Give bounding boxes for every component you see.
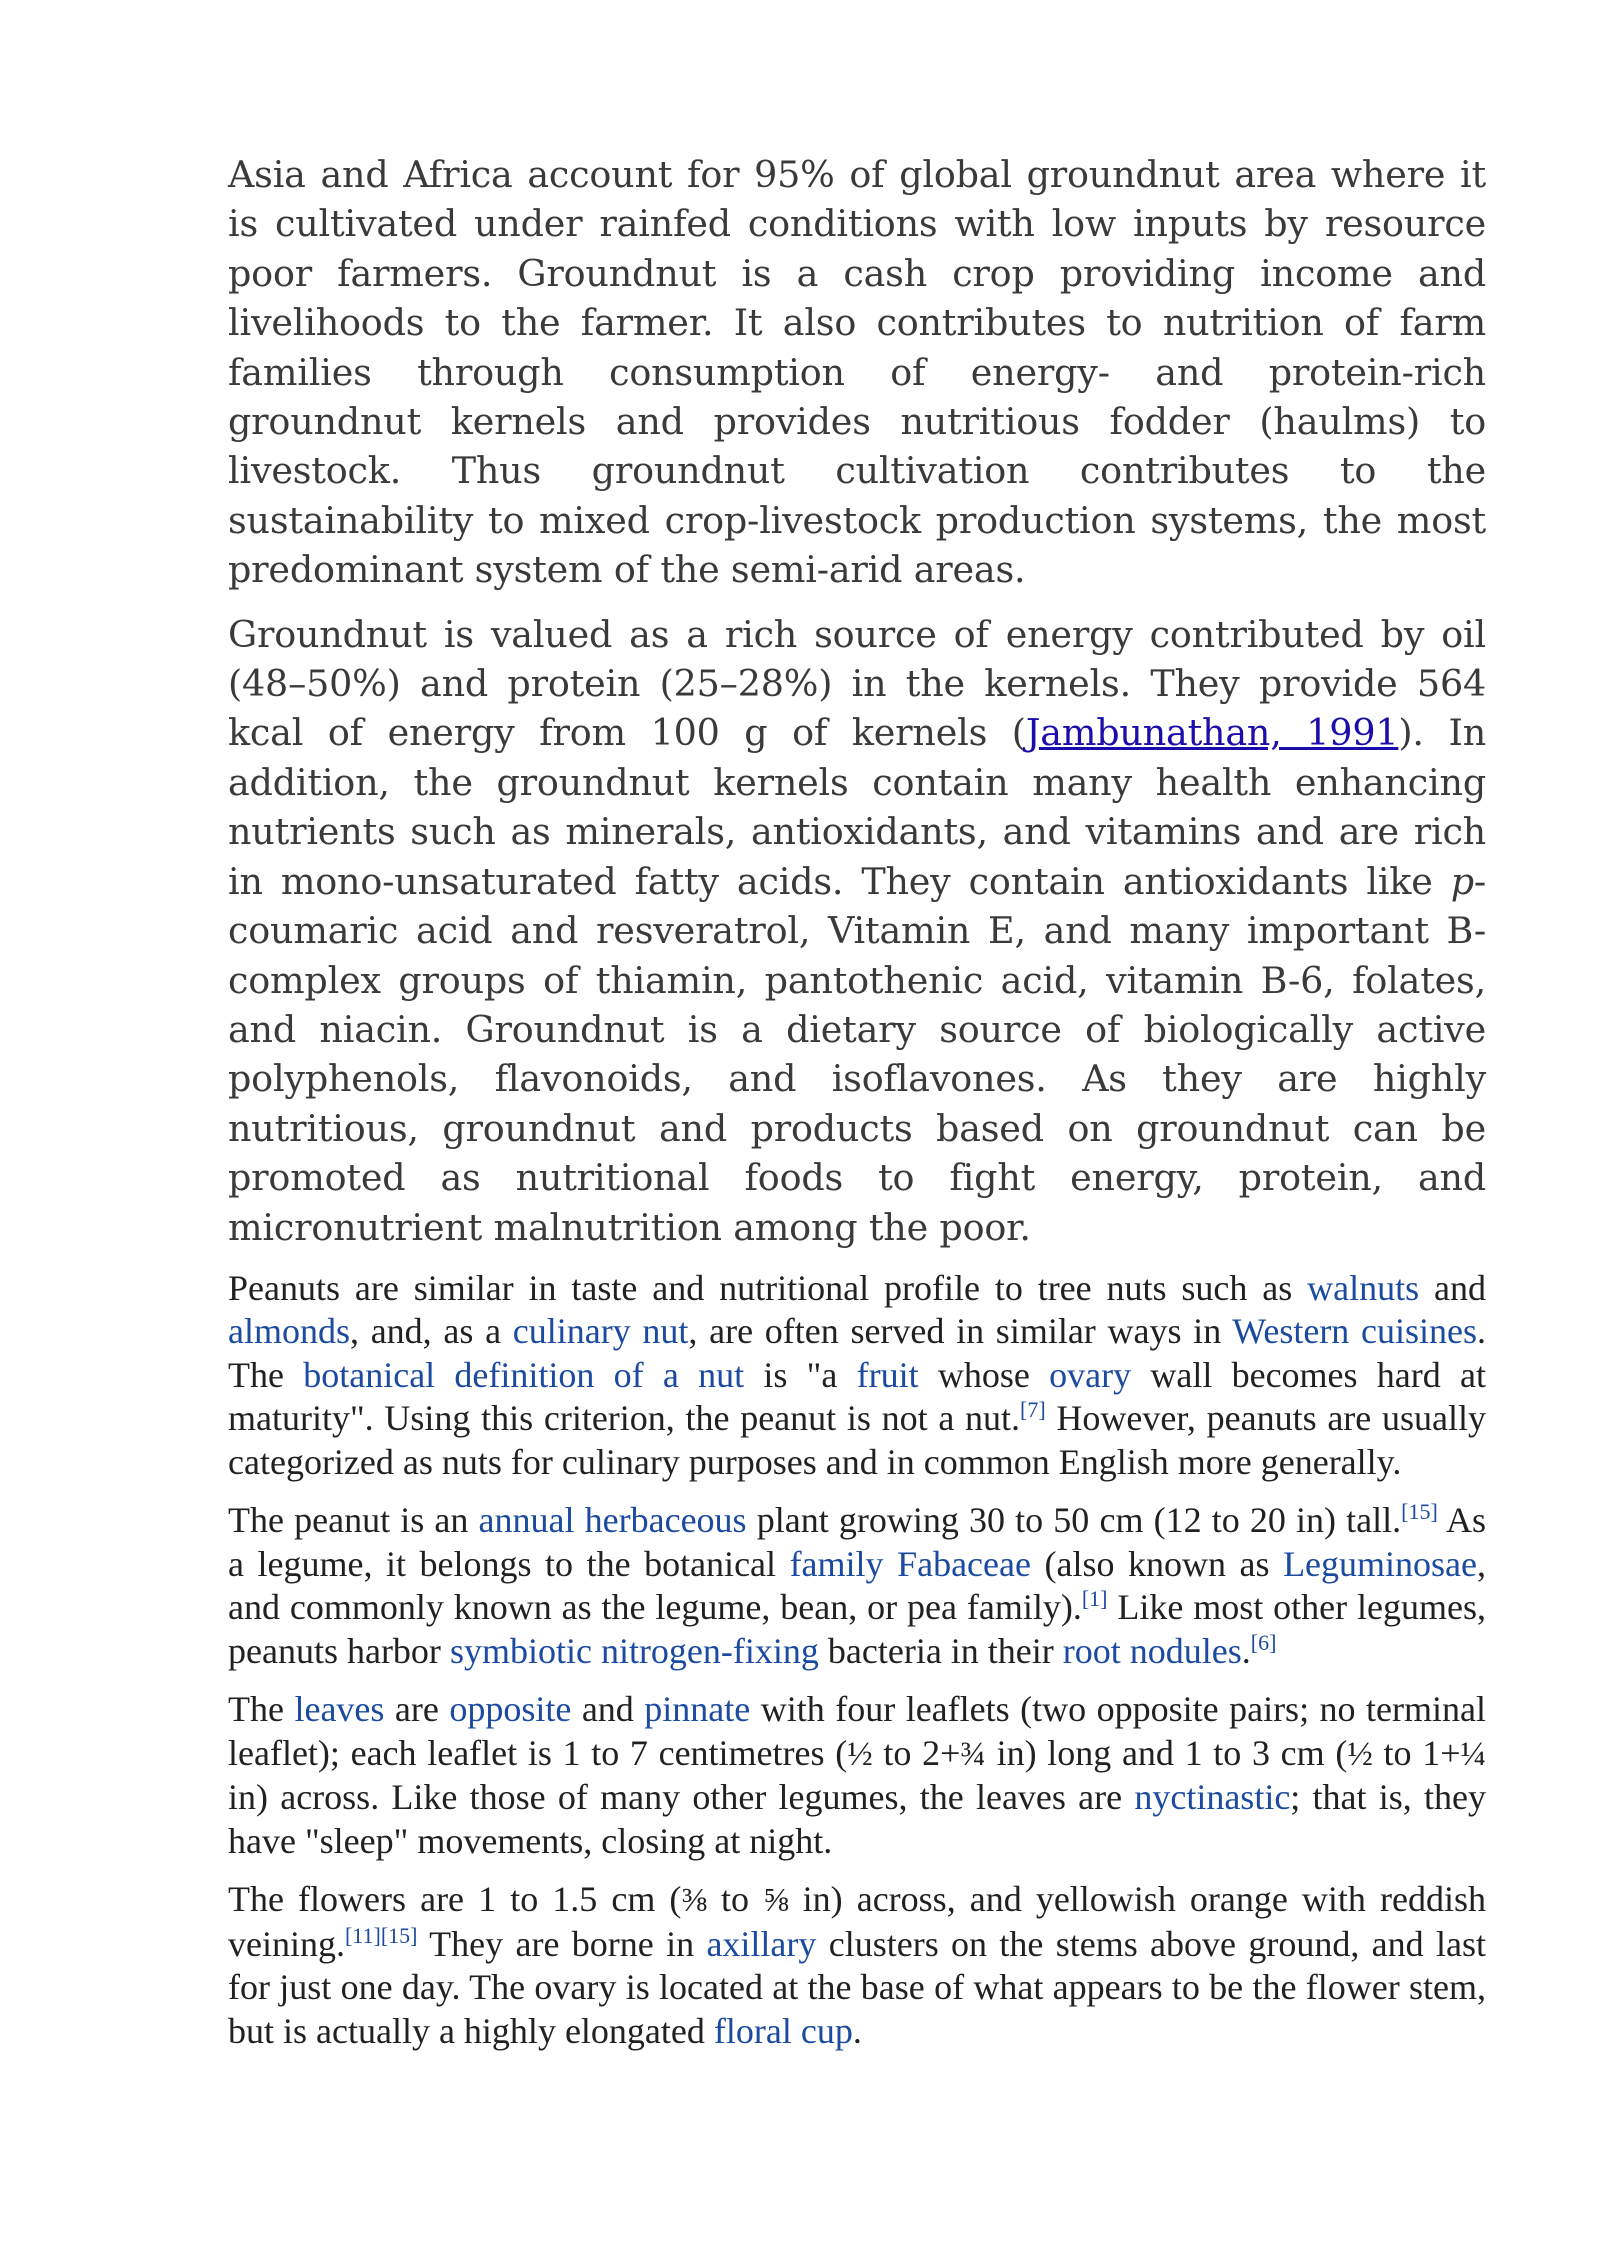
text-run: The peanut is an: [228, 1500, 479, 1541]
text-run: The flowers are 1 to 1.5 cm (: [228, 1879, 682, 1920]
link-leguminosae[interactable]: Leguminosae: [1283, 1543, 1478, 1584]
link-almonds[interactable]: almonds: [228, 1311, 350, 1352]
link-nyctinastic[interactable]: nyctinastic: [1134, 1777, 1291, 1818]
citation-15[interactable]: [15]: [1401, 1499, 1438, 1525]
text-run: and: [571, 1689, 645, 1730]
citation-link-jambunathan[interactable]: Jambunathan, 1991: [1025, 711, 1399, 755]
citation-6[interactable]: [6]: [1250, 1629, 1277, 1655]
citation-1[interactable]: [1]: [1081, 1586, 1108, 1612]
link-pinnate[interactable]: pinnate: [644, 1689, 751, 1730]
fraction: ⅜: [681, 1882, 707, 1920]
text-run: -coumaric acid and resveratrol, Vitamin E, and many important B-complex groups of thiamin, pantothenic acid, vitamin B-6, folates, and niacin. Groundnut is a dietary source of biologically active polyphenols, flavonoids, and isoflavones. As they are highly nutritious, groundnut and products based on groundnut can be promoted as nutritional foods to fight energy, protein, and micronutrient malnutrition among the poor.: [228, 859, 1486, 1249]
text-run: clusters on the stems above ground, and last for just one day. The ovary is located at the base of what appears to be the flower stem, but is actually a highly elongated: [228, 1923, 1486, 2051]
link-culinary-nut[interactable]: culinary nut: [512, 1311, 689, 1352]
fraction: ⅝: [763, 1882, 789, 1920]
text-run: to 1+: [1372, 1732, 1461, 1773]
text-run: in) across. Like those of many other legumes, the leaves are: [228, 1777, 1135, 1818]
text-run: to: [706, 1879, 764, 1920]
italic-text: p: [1450, 859, 1474, 903]
text-run: bacteria in their: [818, 1630, 1063, 1671]
text-run: and: [1419, 1267, 1486, 1308]
text-run: ; that is, they have "sleep" movements, closing at night.: [228, 1777, 1486, 1861]
paragraph-peanut-flowers: [228, 1878, 1486, 2053]
text-run: in) long and 1 to 3 cm (: [985, 1732, 1348, 1773]
document-page: [228, 150, 1486, 2068]
citation-11[interactable]: [11]: [344, 1922, 381, 1948]
text-run: [592, 1631, 601, 1671]
text-run: , are often served in similar ways in: [688, 1311, 1233, 1352]
paragraph-groundnut-area: Asia and Africa account for 95% of global groundnut area where it is cultivated under rainfed conditions with low inputs by resource poor farmers. Groundnut is a cash crop providing income and livelihoods to the farmer. It also contributes to nutrition of farm families through consumption of energy- and protein-rich groundnut kernels and provides nutritious fodder (haulms) to livestock. Thus groundnut cultivation contributes to the sustainability to mixed crop-livestock production systems, the most predominant system of the semi-arid areas.: [228, 153, 1486, 592]
link-herbaceous[interactable]: herbaceous: [584, 1500, 747, 1541]
text-run: Like most other legumes, peanuts harbor: [228, 1587, 1486, 1671]
text-run: , and commonly known as the legume, bean, or pea family).: [228, 1543, 1487, 1628]
paragraph-peanut-leaves: [228, 1688, 1486, 1863]
paragraph-peanut-taste: [228, 1267, 1486, 1485]
text-run: .: [852, 2010, 862, 2051]
link-ovary[interactable]: ovary: [1049, 1354, 1132, 1395]
text-run: whose: [918, 1354, 1050, 1395]
text-run: [575, 1500, 585, 1540]
text-run: .: [1241, 1630, 1251, 1671]
link-axillary[interactable]: axillary: [706, 1923, 817, 1964]
text-run: plant growing 30 to 50 cm (12 to 20 in) tall.: [746, 1500, 1402, 1541]
link-opposite[interactable]: opposite: [449, 1689, 572, 1730]
text-run: to 2+: [872, 1732, 961, 1773]
link-fabaceae[interactable]: Fabaceae: [897, 1543, 1031, 1584]
text-run: However, peanuts are usually categorized as nuts for culinary purposes and in common English more generally.: [228, 1398, 1486, 1482]
link-nitrogen-fixing[interactable]: nitrogen-fixing: [600, 1630, 819, 1671]
link-western-cuisines[interactable]: Western cuisines: [1232, 1311, 1477, 1352]
fraction: ½: [847, 1735, 873, 1773]
link-annual[interactable]: annual: [478, 1500, 575, 1541]
text-run: . The: [228, 1311, 1486, 1395]
link-botanical-definition-of-a-nut[interactable]: botanical definition of a nut: [303, 1354, 745, 1395]
text-run: (also known as: [1030, 1543, 1284, 1584]
paragraph-groundnut-nutrition: [228, 610, 1486, 1252]
text-run: with four leaflets (two opposite pairs; no terminal leaflet); each leaflet is 1 to 7 centimetres (: [228, 1689, 1486, 1773]
text-run: Peanuts are similar in taste and nutritional profile to tree nuts such as: [228, 1267, 1308, 1308]
link-family[interactable]: family: [789, 1543, 884, 1584]
text-run: As a legume, it belongs to the botanical: [228, 1500, 1487, 1584]
link-walnuts[interactable]: walnuts: [1307, 1267, 1420, 1308]
link-floral-cup[interactable]: floral cup: [713, 2010, 853, 2051]
link-root-nodules[interactable]: root nodules: [1062, 1630, 1242, 1671]
text-run: They are borne in: [417, 1923, 707, 1964]
text-run: The: [228, 1689, 295, 1730]
text-run: , and, as a: [350, 1311, 513, 1352]
link-fruit[interactable]: fruit: [856, 1354, 919, 1395]
text-run: [884, 1544, 898, 1584]
fraction: ½: [1347, 1735, 1373, 1773]
text-run: ). In addition, the groundnut kernels contain many health enhancing nutrients such as minerals, antioxidants, and vitamins and are rich in mono-unsaturated fatty acids. They contain antioxidants like: [228, 711, 1486, 903]
link-leaves[interactable]: leaves: [294, 1689, 385, 1730]
citation-15[interactable]: [15]: [380, 1922, 418, 1948]
text-run: wall becomes hard at maturity". Using this criterion, the peanut is not a nut.: [228, 1354, 1487, 1439]
text-run: is "a: [744, 1354, 857, 1395]
citation-7[interactable]: [7]: [1020, 1397, 1046, 1423]
link-symbiotic[interactable]: symbiotic: [449, 1630, 592, 1671]
text-run: in) across, and yellowish orange with reddish veining.: [228, 1879, 1486, 1964]
fraction: ¼: [1460, 1735, 1487, 1773]
text-run: are: [384, 1689, 450, 1730]
fraction: ¾: [960, 1735, 986, 1773]
paragraph-peanut-plant: [228, 1499, 1486, 1673]
text-run: Groundnut is valued as a rich source of energy contributed by oil (48–50%) and protein (25–28%) in the kernels. They provide 564 kcal of energy from 100 g of kernels (: [228, 612, 1486, 755]
